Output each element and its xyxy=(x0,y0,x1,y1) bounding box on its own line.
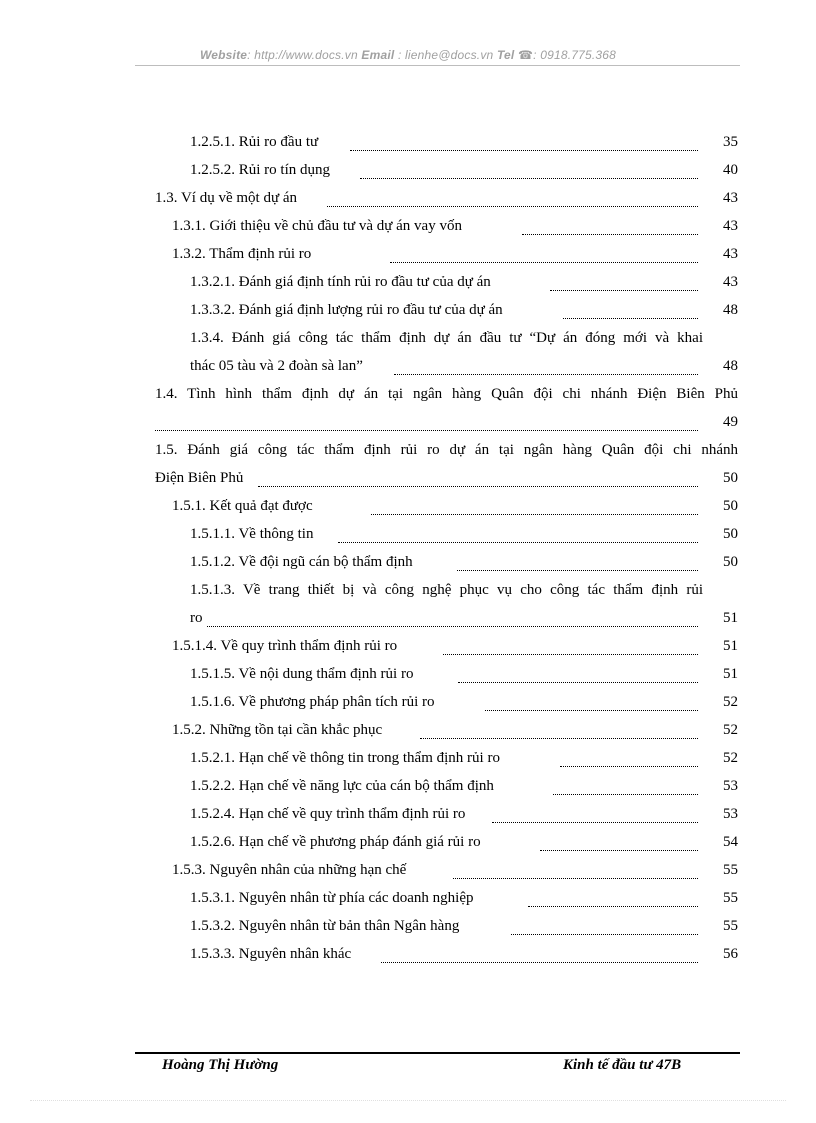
toc-label: 1.3.4. Đánh giá công tác thẩm định dự án đầu tư “Dự án đóng mới và khai xyxy=(190,330,703,346)
toc-entry[interactable] xyxy=(155,914,738,938)
toc-entry[interactable] xyxy=(155,690,738,714)
toc-label: 1.5.3.3. Nguyên nhân khác xyxy=(190,946,352,962)
toc-label: 1.3.3.2. Đánh giá định lượng rủi ro đầu tư của dự án xyxy=(190,302,503,318)
toc-leader-dots xyxy=(458,664,698,683)
toc-label: 1.5.2. Những tồn tại cần khắc phục xyxy=(172,722,383,738)
toc-leader-dots xyxy=(511,916,698,935)
toc-page-number: 50 xyxy=(723,470,738,486)
toc-entry[interactable] xyxy=(155,522,738,546)
toc-page-number: 50 xyxy=(723,554,738,570)
toc-leader-dots xyxy=(453,860,698,879)
toc-label: 1.5.3.2. Nguyên nhân từ bản thân Ngân hàng xyxy=(190,918,460,934)
toc-leader-dots xyxy=(381,944,698,963)
toc-leader-dots xyxy=(550,272,698,291)
toc-label: 1.5.2.1. Hạn chế về thông tin trong thẩm định rủi ro xyxy=(190,750,500,766)
header-divider xyxy=(135,65,740,66)
toc-leader-dots xyxy=(338,524,698,543)
toc-page-number: 40 xyxy=(723,162,738,178)
email-value: : lienhe@docs.vn xyxy=(397,48,494,62)
toc-label: 1.5.2.6. Hạn chế về phương pháp đánh giá rủi ro xyxy=(190,834,481,850)
toc-entry[interactable] xyxy=(155,662,738,686)
toc-page-number: 53 xyxy=(723,806,738,822)
website-value: : http://www.docs.vn xyxy=(247,48,358,62)
toc-page-number: 51 xyxy=(723,638,738,654)
toc-entry[interactable] xyxy=(155,550,738,574)
toc-label: 1.2.5.2. Rủi ro tín dụng xyxy=(190,162,331,178)
toc-entry[interactable] xyxy=(155,186,738,210)
toc-page-number: 53 xyxy=(723,778,738,794)
toc-entry[interactable] xyxy=(155,270,738,294)
toc-label: 1.2.5.1. Rủi ro đầu tư xyxy=(190,134,319,150)
toc-entry[interactable] xyxy=(155,746,738,770)
toc-leader-dots xyxy=(350,132,698,151)
toc-entry[interactable] xyxy=(155,158,738,182)
toc-label: 1.5.1.4. Về quy trình thẩm định rủi ro xyxy=(172,638,398,654)
toc-page-number: 35 xyxy=(723,134,738,150)
bottom-border xyxy=(30,1100,786,1101)
toc-label: 1.3.2.1. Đánh giá định tính rủi ro đầu tư của dự án xyxy=(190,274,491,290)
toc-leader-dots xyxy=(394,356,698,375)
toc-label: 1.5.1.1. Về thông tin xyxy=(190,526,314,542)
toc-leader-dots xyxy=(540,832,698,851)
toc-page-number: 43 xyxy=(723,190,738,206)
toc-label: Điện Biên Phủ xyxy=(155,470,244,486)
toc-leader-dots xyxy=(360,160,698,179)
toc-leader-dots xyxy=(371,496,698,515)
toc-entry[interactable] xyxy=(155,606,738,630)
toc-page-number: 52 xyxy=(723,722,738,738)
toc-leader-dots xyxy=(420,720,698,739)
toc-page-number: 55 xyxy=(723,918,738,934)
toc-page-number: 51 xyxy=(723,666,738,682)
toc-label: 1.5.1. Kết quả đạt được xyxy=(172,498,313,514)
toc-leader-dots xyxy=(560,748,698,767)
toc-page-number: 54 xyxy=(723,834,738,850)
toc-entry[interactable] xyxy=(155,830,738,854)
toc-label: 1.3.2. Thẩm định rủi ro xyxy=(172,246,312,262)
footer-author: Hoàng Thị Hường xyxy=(162,1057,279,1073)
toc-leader-dots xyxy=(457,552,698,571)
toc-entry[interactable] xyxy=(155,634,738,658)
tel-value: : 0918.775.368 xyxy=(533,48,617,62)
toc-page-number: 50 xyxy=(723,498,738,514)
toc-entry[interactable] xyxy=(155,494,738,518)
toc-page-number: 50 xyxy=(723,526,738,542)
toc-entry[interactable] xyxy=(155,802,738,826)
toc-leader-dots xyxy=(485,692,698,711)
toc-label: 1.5.1.5. Về nội dung thẩm định rủi ro xyxy=(190,666,414,682)
toc-label: 1.3. Ví dụ về một dự án xyxy=(155,190,298,206)
toc-leader-dots xyxy=(155,412,698,431)
toc-entry[interactable] xyxy=(155,578,738,602)
toc-entry[interactable] xyxy=(155,438,738,462)
toc-entry[interactable] xyxy=(155,298,738,322)
toc-page-number: 51 xyxy=(723,610,738,626)
toc-page-number: 52 xyxy=(723,694,738,710)
page-header xyxy=(0,48,816,62)
toc-entry[interactable] xyxy=(155,886,738,910)
toc-leader-dots xyxy=(258,468,698,487)
toc-page-number: 48 xyxy=(723,302,738,318)
toc-label: 1.3.1. Giới thiệu về chủ đầu tư và dự án vay vốn xyxy=(172,218,462,234)
toc-leader-dots xyxy=(492,804,698,823)
toc-page-number: 43 xyxy=(723,274,738,290)
toc-label: ro xyxy=(190,610,203,626)
toc-page-number: 55 xyxy=(723,890,738,906)
toc-entry[interactable] xyxy=(155,382,738,406)
toc-leader-dots xyxy=(563,300,698,319)
toc-entry[interactable] xyxy=(155,242,738,266)
toc-label: 1.5.1.6. Về phương pháp phân tích rủi ro xyxy=(190,694,435,710)
toc-page-number: 49 xyxy=(723,414,738,430)
toc-page-number: 48 xyxy=(723,358,738,374)
toc-page-number: 43 xyxy=(723,218,738,234)
footer-class: Kinh tế đầu tư 47B xyxy=(563,1057,682,1073)
toc-label: 1.5. Đánh giá công tác thẩm định rủi ro dự án tại ngân hàng Quân đội chi nhánh xyxy=(155,442,738,458)
toc-entry[interactable] xyxy=(155,326,738,350)
toc-entry[interactable] xyxy=(155,130,738,154)
website-label: Website xyxy=(199,48,248,62)
toc-entry[interactable] xyxy=(155,466,738,490)
tel-label: Tel xyxy=(496,48,515,62)
toc-leader-dots xyxy=(443,636,698,655)
toc-leader-dots xyxy=(207,608,698,627)
toc-page-number: 55 xyxy=(723,862,738,878)
toc-entry[interactable] xyxy=(155,214,738,238)
toc-label: 1.5.1.3. Về trang thiết bị và công nghệ phục vụ cho công tác thẩm định rủi xyxy=(190,582,703,598)
toc-label: thác 05 tàu và 2 đoàn sà lan” xyxy=(190,358,363,374)
toc-entry[interactable] xyxy=(155,718,738,742)
toc-entry[interactable] xyxy=(155,410,738,434)
toc-entry[interactable] xyxy=(155,354,738,378)
toc-label: 1.5.2.4. Hạn chế về quy trình thẩm định rủi ro xyxy=(190,806,466,822)
toc-leader-dots xyxy=(390,244,698,263)
footer-divider xyxy=(135,1052,740,1054)
toc-entry[interactable] xyxy=(155,858,738,882)
toc-page-number: 43 xyxy=(723,246,738,262)
toc-page-number: 52 xyxy=(723,750,738,766)
toc-leader-dots xyxy=(522,216,698,235)
toc-label: 1.5.3. Nguyên nhân của những hạn chế xyxy=(172,862,407,878)
toc-page-number: 56 xyxy=(723,946,738,962)
toc-entry[interactable] xyxy=(155,942,738,966)
toc-entry[interactable] xyxy=(155,774,738,798)
phone-icon: ☎ xyxy=(518,48,534,62)
toc-leader-dots xyxy=(327,188,698,207)
toc-label: 1.5.3.1. Nguyên nhân từ phía các doanh nghiệp xyxy=(190,890,474,906)
toc-label: 1.5.2.2. Hạn chế về năng lực của cán bộ thẩm định xyxy=(190,778,494,794)
toc-label: 1.4. Tình hình thẩm định dự án tại ngân hàng Quân đội chi nhánh Điện Biên Phủ xyxy=(155,386,738,402)
toc-leader-dots xyxy=(528,888,698,907)
toc-label: 1.5.1.2. Về đội ngũ cán bộ thẩm định xyxy=(190,554,413,570)
email-label: Email xyxy=(361,48,395,62)
toc-leader-dots xyxy=(553,776,698,795)
